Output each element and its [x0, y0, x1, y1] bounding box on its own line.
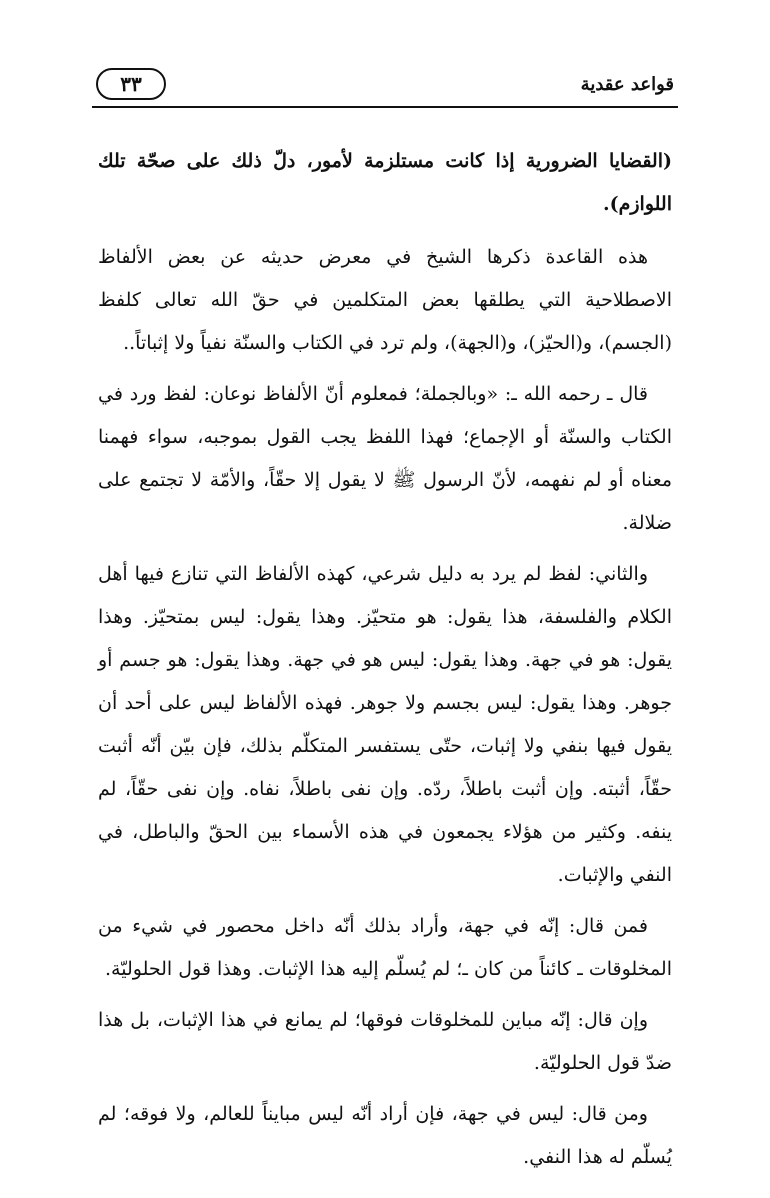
paragraph: فمن قال: إنّه في جهة، وأراد بذلك أنّه داخل محصور في شيء من المخلوقات ـ كائناً من كان ـ؛ لم يُسلّم إليه هذا الإثبات. وهذا قول الحلوليّة.	[98, 915, 672, 980]
paragraph: هذه القاعدة ذكرها الشيخ في معرض حديثه عن بعض الألفاظ الاصطلاحية التي يطلقها بعض المتكلمين في حقّ الله تعالى كلفظ (الجسم)، و(الحيّز)، و(الجهة)، ولم ترد في الكتاب والسنّة نفياً ولا إثباتاً..	[98, 246, 672, 354]
paragraph: ومن قال: ليس في جهة، فإن أراد أنّه ليس مبايناً للعالم، ولا فوقه؛ لم يُسلّم له هذا النفي.	[98, 1103, 672, 1168]
body-text	[98, 140, 672, 1187]
rule-statement: (القضايا الضرورية إذا كانت مستلزمة لأمور، دلّ ذلك على صحّة تلك اللوازم).	[98, 150, 672, 215]
running-title: قواعد عقدية	[580, 74, 674, 95]
page-header	[92, 62, 678, 108]
page-number-badge: ٣٣	[96, 68, 166, 100]
paragraph: قال ـ رحمه الله ـ: «وبالجملة؛ فمعلوم أنّ الألفاظ نوعان: لفظ ورد في الكتاب والسنّة أو الإجماع؛ فهذا اللفظ يجب القول بموجبه، سواء فهمنا معناه أو لم نفهمه، لأنّ الرسول ﷺ لا يقول إلا حقّاً، والأمّة لا تجتمع على ضلالة.	[98, 383, 672, 534]
paragraph: وإن قال: إنّه مباين للمخلوقات فوقها؛ لم يمانع في هذا الإثبات، بل هذا ضدّ قول الحلوليّة.	[98, 1009, 672, 1074]
paragraph: والثاني: لفظ لم يرد به دليل شرعي، كهذه الألفاظ التي تنازع فيها أهل الكلام والفلسفة، هذا يقول: هو متحيّز. وهذا يقول: ليس بمتحيّز. وهذا يقول: هو في جهة. وهذا يقول: ليس هو في جهة. وهذا يقول: هو جسم أو جوهر. وهذا يقول: ليس بجسم ولا جوهر. فهذه الألفاظ ليس على أحد أن يقول فيها بنفي ولا إثبات، حتّى يستفسر المتكلّم بذلك، فإن بيّن أنّه أثبت حقّاً، أثبته. وإن أثبت باطلاً، ردّه. وإن نفى باطلاً، نفاه. وإن نفى حقّاً، لم ينفه. وكثير من هؤلاء يجمعون في هذه الأسماء بين الحقّ والباطل، في النفي والإثبات.	[98, 563, 672, 886]
